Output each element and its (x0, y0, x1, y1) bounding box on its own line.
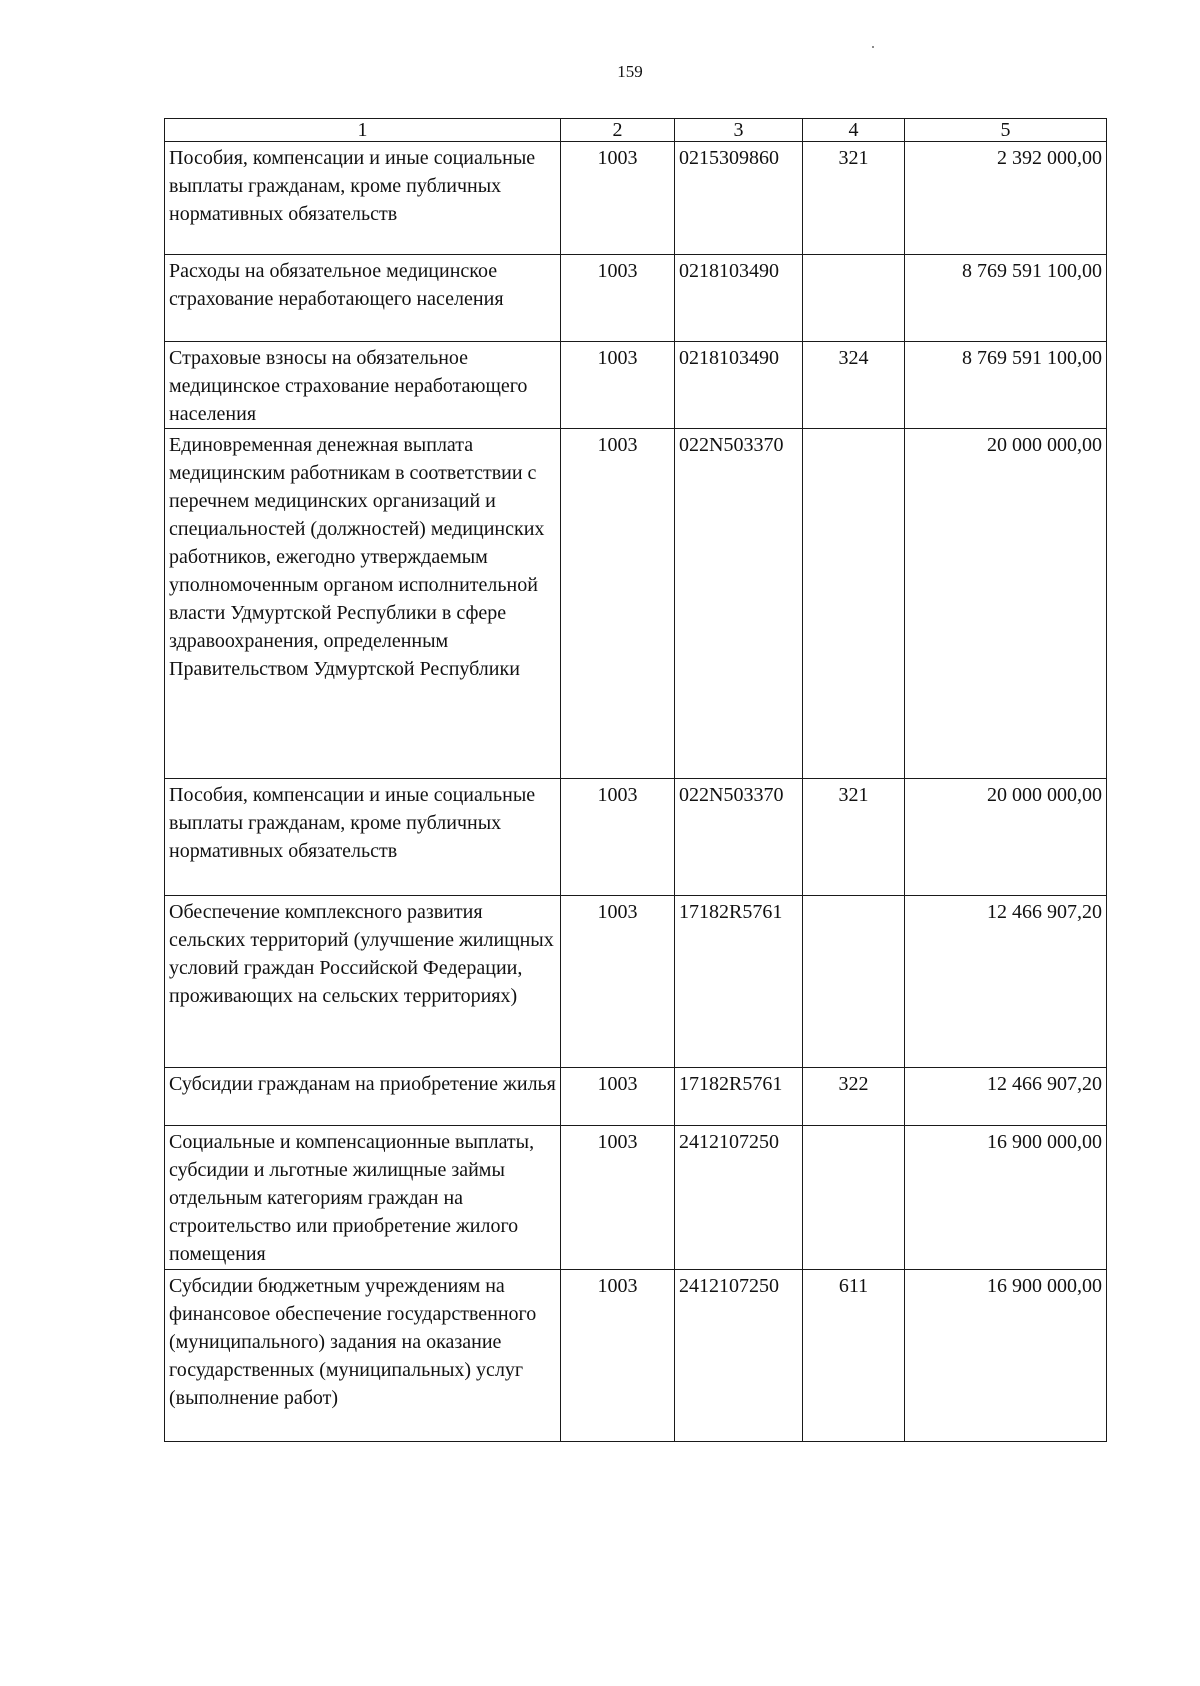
cell-name: Обеспечение комплексного развития сельских территорий (улучшение жилищных условий граждан Российской Федерации, проживающих на сельских территориях) (165, 896, 561, 1068)
cell-type: 611 (803, 1270, 905, 1442)
cell-amount: 8 769 591 100,00 (905, 342, 1107, 429)
cell-section: 1003 (561, 896, 675, 1068)
cell-name: Пособия, компенсации и иные социальные выплаты гражданам, кроме публичных нормативных обязательств (165, 142, 561, 255)
cell-name: Страховые взносы на обязательное медицинское страхование неработающего населения (165, 342, 561, 429)
scan-speck (872, 46, 874, 48)
cell-name: Пособия, компенсации и иные социальные выплаты гражданам, кроме публичных нормативных обязательств (165, 779, 561, 896)
cell-section: 1003 (561, 1068, 675, 1126)
cell-code: 17182R5761 (675, 896, 803, 1068)
cell-type: 321 (803, 779, 905, 896)
header-col-2: 2 (561, 119, 675, 142)
cell-name: Расходы на обязательное медицинское страхование неработающего населения (165, 255, 561, 342)
cell-code: 2412107250 (675, 1270, 803, 1442)
cell-section: 1003 (561, 1126, 675, 1270)
cell-code: 17182R5761 (675, 1068, 803, 1126)
table-row (165, 429, 1107, 779)
cell-code: 022N503370 (675, 429, 803, 779)
budget-table (164, 118, 1107, 1442)
cell-type: 321 (803, 142, 905, 255)
page-number: 159 (617, 62, 643, 81)
header-col-3: 3 (675, 119, 803, 142)
cell-section: 1003 (561, 1270, 675, 1442)
cell-code: 0218103490 (675, 342, 803, 429)
cell-amount: 16 900 000,00 (905, 1270, 1107, 1442)
table-row (165, 342, 1107, 429)
cell-amount: 12 466 907,20 (905, 896, 1107, 1068)
cell-type (803, 1126, 905, 1270)
table-row (165, 779, 1107, 896)
cell-amount: 8 769 591 100,00 (905, 255, 1107, 342)
cell-code: 0218103490 (675, 255, 803, 342)
cell-type: 324 (803, 342, 905, 429)
cell-amount: 20 000 000,00 (905, 429, 1107, 779)
cell-code: 022N503370 (675, 779, 803, 896)
cell-name: Социальные и компенсационные выплаты, субсидии и льготные жилищные займы отдельным категориям граждан на строительство или приобретение жилого помещения (165, 1126, 561, 1270)
cell-amount: 12 466 907,20 (905, 1068, 1107, 1126)
table-row (165, 142, 1107, 255)
cell-section: 1003 (561, 255, 675, 342)
cell-type: 322 (803, 1068, 905, 1126)
cell-name: Субсидии бюджетным учреждениям на финансовое обеспечение государственного (муниципального) задания на оказание государственных (муниципальных) услуг (выполнение работ) (165, 1270, 561, 1442)
cell-code: 0215309860 (675, 142, 803, 255)
header-col-1: 1 (165, 119, 561, 142)
cell-section: 1003 (561, 142, 675, 255)
cell-type (803, 255, 905, 342)
cell-amount: 16 900 000,00 (905, 1126, 1107, 1270)
cell-section: 1003 (561, 429, 675, 779)
table-header-row (165, 119, 1107, 142)
header-col-5: 5 (905, 119, 1107, 142)
cell-name: Единовременная денежная выплата медицинским работникам в соответствии с перечнем медицинских организаций и специальностей (должностей) медицинских работников, ежегодно утверждаемым уполномоченным органом исполнительной власти Удмуртской Республики в сфере здравоохранения, определенным Правительством Удмуртской Республики (165, 429, 561, 779)
table-row (165, 255, 1107, 342)
table-row (165, 896, 1107, 1068)
table-row (165, 1270, 1107, 1442)
cell-type (803, 896, 905, 1068)
cell-code: 2412107250 (675, 1126, 803, 1270)
cell-name: Субсидии гражданам на приобретение жилья (165, 1068, 561, 1126)
header-col-4: 4 (803, 119, 905, 142)
cell-amount: 20 000 000,00 (905, 779, 1107, 896)
table-row (165, 1068, 1107, 1126)
cell-section: 1003 (561, 779, 675, 896)
cell-section: 1003 (561, 342, 675, 429)
table-row (165, 1126, 1107, 1270)
cell-type (803, 429, 905, 779)
cell-amount: 2 392 000,00 (905, 142, 1107, 255)
